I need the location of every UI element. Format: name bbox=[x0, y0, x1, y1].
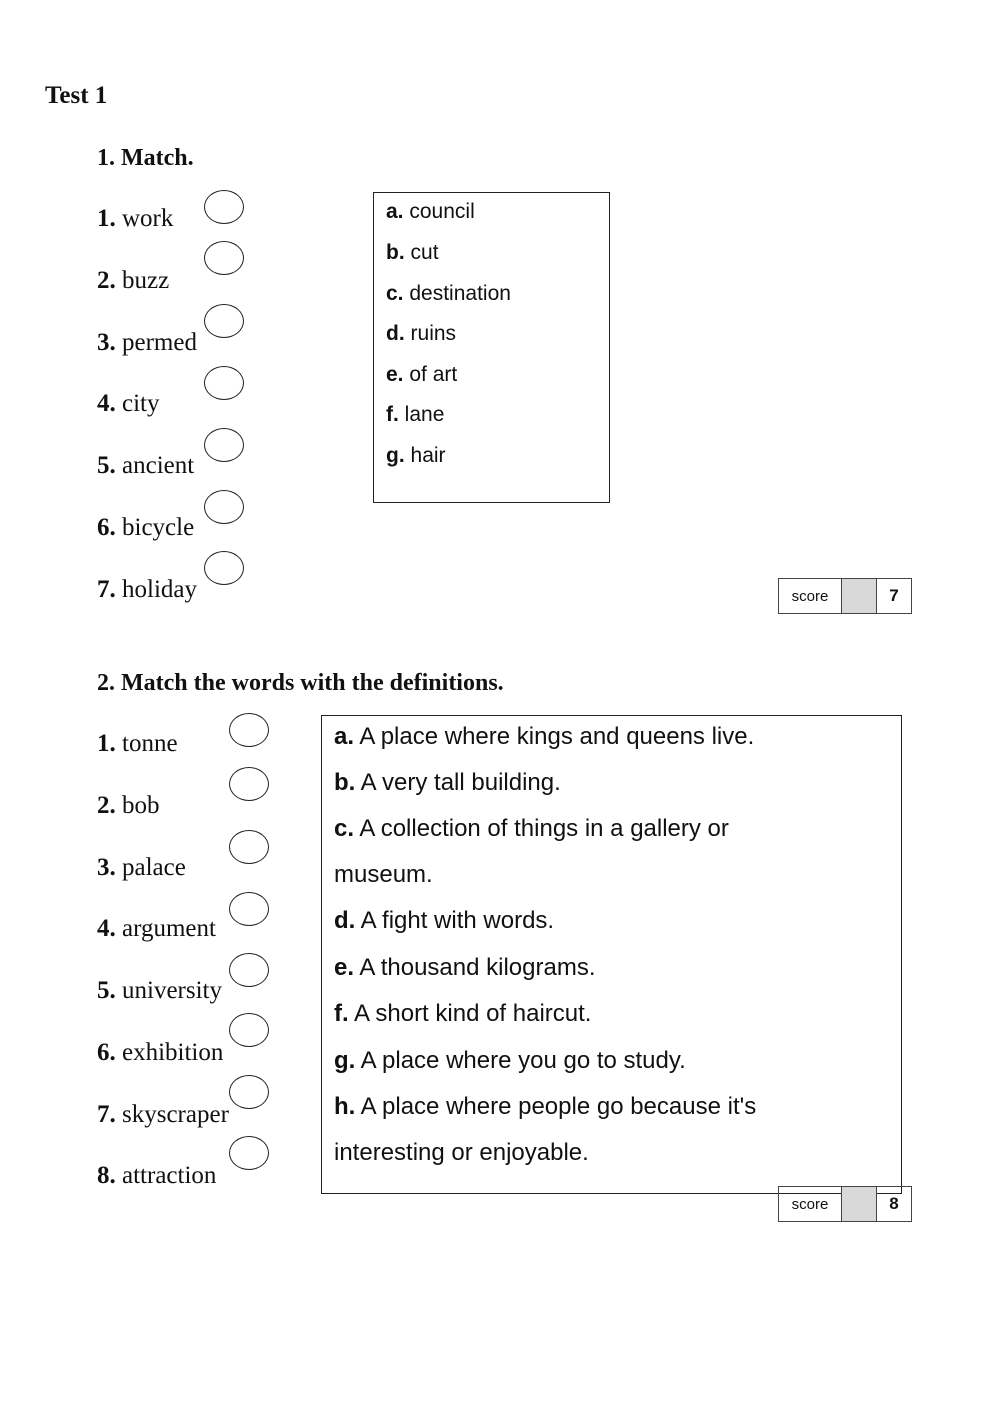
s2-score-total: 8 bbox=[889, 1194, 899, 1213]
s1-word-7: 7. holiday bbox=[97, 576, 197, 603]
s1-option-a: a. council bbox=[386, 200, 475, 223]
s2-word-5: 5. university bbox=[97, 977, 222, 1004]
s1-answer-circle-1[interactable] bbox=[204, 190, 244, 224]
s2-word-1: 1. tonne bbox=[97, 730, 178, 757]
s1-option-g: g. hair bbox=[386, 444, 446, 467]
s2-word-7: 7. skyscraper bbox=[97, 1101, 229, 1128]
s2-answer-circle-1[interactable] bbox=[229, 713, 269, 747]
section-2-heading: 2. Match the words with the definitions. bbox=[97, 670, 504, 696]
s2-word-8: 8. attraction bbox=[97, 1162, 217, 1189]
s2-definition-d: d. A fight with words. bbox=[334, 907, 555, 934]
s2-definition-g: g. A place where you go to study. bbox=[334, 1047, 686, 1074]
section-1-heading: 1. Match. bbox=[97, 145, 194, 171]
s1-answer-circle-3[interactable] bbox=[204, 304, 244, 338]
s1-option-b: b. cut bbox=[386, 241, 439, 264]
s1-answer-circle-2[interactable] bbox=[204, 241, 244, 275]
s1-word-5: 5. ancient bbox=[97, 452, 195, 479]
s2-score-input[interactable] bbox=[842, 1187, 877, 1221]
s1-score-box bbox=[778, 578, 912, 614]
s2-definition-a: a. A place where kings and queens live. bbox=[334, 723, 755, 750]
s2-answer-circle-2[interactable] bbox=[229, 767, 269, 801]
s1-option-f: f. lane bbox=[386, 403, 445, 426]
s2-definition-c-continued: museum. bbox=[334, 861, 433, 888]
s1-option-e: e. of art bbox=[386, 363, 458, 386]
s1-answer-circle-6[interactable] bbox=[204, 490, 244, 524]
s1-option-d: d. ruins bbox=[386, 322, 457, 345]
page-title: Test 1 bbox=[45, 82, 108, 109]
s2-word-6: 6. exhibition bbox=[97, 1039, 224, 1066]
s2-word-4: 4. argument bbox=[97, 915, 216, 942]
s1-option-c: c. destination bbox=[386, 282, 511, 305]
s1-answer-circle-7[interactable] bbox=[204, 551, 244, 585]
s1-score-input[interactable] bbox=[842, 579, 877, 613]
s1-score-total: 7 bbox=[889, 586, 899, 605]
s2-definition-b: b. A very tall building. bbox=[334, 769, 561, 796]
s2-definition-h: h. A place where people go because it's bbox=[334, 1093, 757, 1120]
s2-definition-e: e. A thousand kilograms. bbox=[334, 954, 596, 981]
s2-definition-f: f. A short kind of haircut. bbox=[334, 1000, 592, 1027]
s1-word-4: 4. city bbox=[97, 390, 160, 417]
s2-answer-circle-4[interactable] bbox=[229, 892, 269, 926]
s1-word-2: 2. buzz bbox=[97, 267, 170, 294]
s2-answer-circle-8[interactable] bbox=[229, 1136, 269, 1170]
s1-word-3: 3. permed bbox=[97, 329, 197, 356]
s2-answer-circle-5[interactable] bbox=[229, 953, 269, 987]
s2-definition-h-continued: interesting or enjoyable. bbox=[334, 1139, 589, 1166]
s2-score-box bbox=[778, 1186, 912, 1222]
s1-score-label: score bbox=[779, 579, 842, 613]
s2-score-label: score bbox=[779, 1187, 842, 1221]
s2-answer-circle-6[interactable] bbox=[229, 1013, 269, 1047]
s2-word-3: 3. palace bbox=[97, 854, 186, 881]
s2-answer-circle-7[interactable] bbox=[229, 1075, 269, 1109]
s2-word-2: 2. bob bbox=[97, 792, 160, 819]
s1-answer-circle-4[interactable] bbox=[204, 366, 244, 400]
s2-definition-c: c. A collection of things in a gallery or bbox=[334, 815, 729, 842]
s1-answer-circle-5[interactable] bbox=[204, 428, 244, 462]
s1-word-1: 1. work bbox=[97, 205, 174, 232]
s2-answer-circle-3[interactable] bbox=[229, 830, 269, 864]
s1-word-6: 6. bicycle bbox=[97, 514, 195, 541]
